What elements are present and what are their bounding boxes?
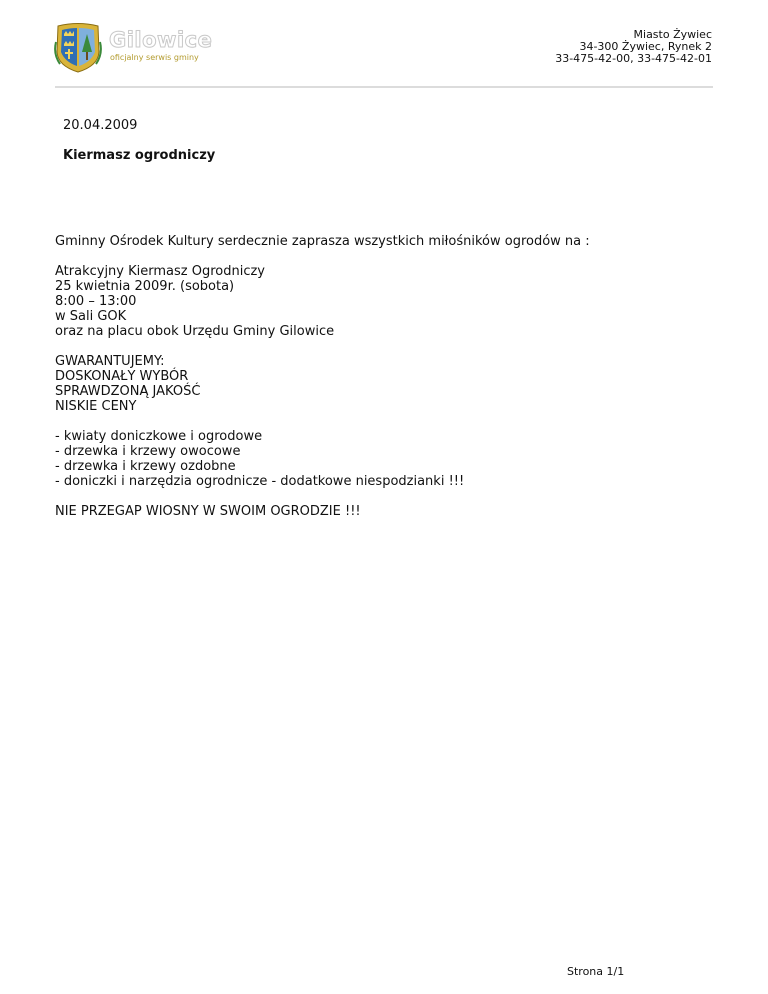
guarantee-item: SPRAWDZONĄ JAKOŚĆ	[55, 384, 201, 399]
guarantee-heading: GWARANTUJEMY:	[55, 354, 165, 369]
event-hours: 8:00 – 13:00	[55, 294, 137, 309]
contact-address: 34-300 Żywiec, Rynek 2	[579, 40, 712, 53]
event-venue-extra: oraz na placu obok Urzędu Gminy Gilowice	[55, 324, 335, 339]
guarantee-block	[55, 354, 715, 414]
logo-tagline: oficjalny serwis gminy	[110, 53, 199, 62]
offer-item: - kwiaty doniczkowe i ogrodowe	[55, 429, 263, 444]
contact-city: Miasto Żywiec	[633, 28, 712, 41]
logo-wordmark: Gilowice	[109, 28, 213, 52]
offer-list	[55, 429, 715, 489]
event-venue: w Sali GOK	[55, 309, 127, 324]
site-logo[interactable]	[52, 22, 212, 74]
closing-line: NIE PRZEGAP WIOSNY W SWOIM OGRODZIE !!!	[55, 504, 361, 519]
page-header	[0, 0, 768, 88]
contact-block	[555, 29, 712, 65]
event-date: 25 kwietnia 2009r. (sobota)	[55, 279, 235, 294]
offer-item: - drzewka i krzewy ozdobne	[55, 459, 236, 474]
contact-phones: 33-475-42-00, 33-475-42-01	[555, 52, 712, 65]
event-name: Atrakcyjny Kiermasz Ogrodniczy	[55, 264, 265, 279]
article-date: 20.04.2009	[63, 118, 138, 133]
offer-item: - doniczki i narzędzia ogrodnicze - dodatkowe niespodzianki !!!	[55, 474, 465, 489]
guarantee-item: DOSKONAŁY WYBÓR	[55, 369, 189, 384]
guarantee-item: NISKIE CENY	[55, 399, 137, 414]
page-number: Strona 1/1	[567, 965, 625, 978]
intro-paragraph: Gminny Ośrodek Kultury serdecznie zaprasza wszystkich miłośników ogrodów na :	[55, 234, 590, 249]
offer-item: - drzewka i krzewy owocowe	[55, 444, 241, 459]
article-body	[55, 234, 715, 534]
article-title: Kiermasz ogrodniczy	[63, 148, 216, 163]
header-divider	[55, 86, 713, 88]
event-details	[55, 264, 715, 339]
coat-of-arms-icon	[52, 22, 104, 74]
